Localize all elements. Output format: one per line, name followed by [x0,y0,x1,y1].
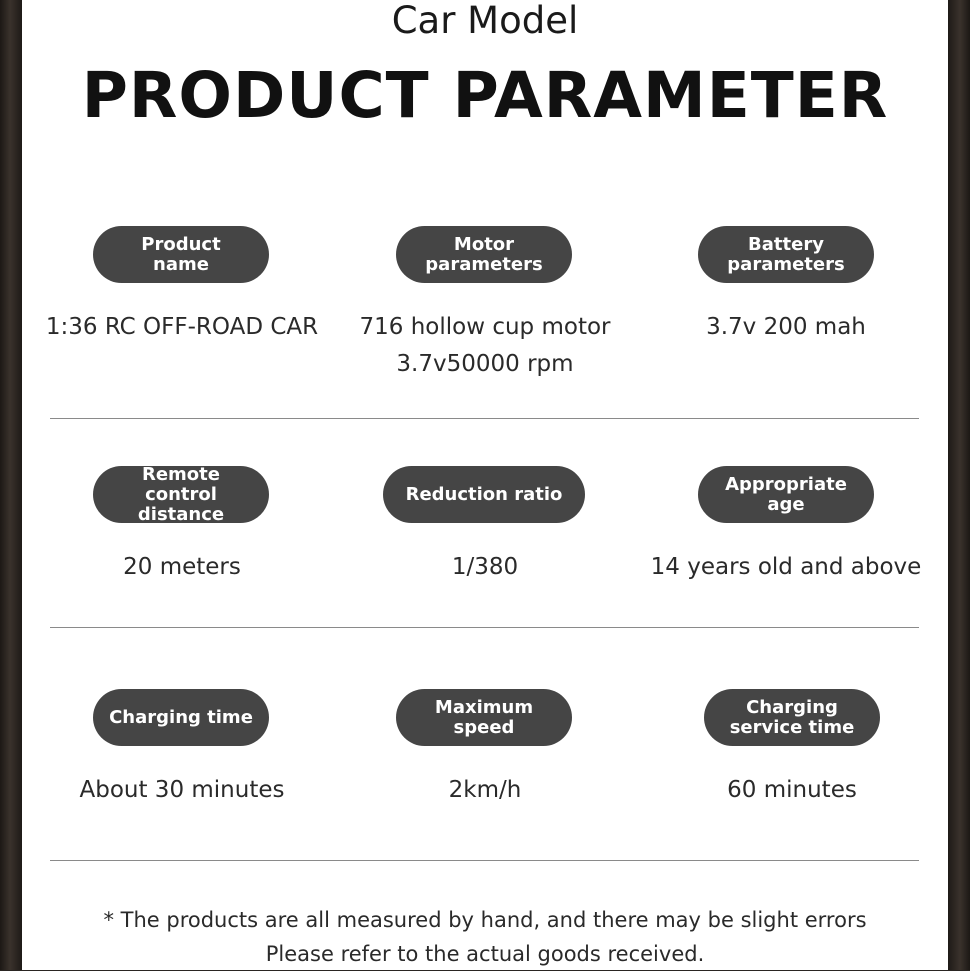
param-label-line: Remote control [141,463,220,505]
param-label-pill [396,689,572,746]
param-label-line: parameters [727,253,845,275]
page-subtitle: Car Model [391,0,579,42]
page-title: PRODUCT PARAMETER [81,59,889,132]
param-label-line: name [153,253,209,275]
param-value: 3.7v 200 mah [706,314,866,340]
param-label-pill [93,689,269,746]
footnote-line-2: Please refer to the actual goods received. [265,942,705,966]
param-label-line: Motor [453,233,515,255]
param-label-line: parameters [425,253,543,275]
param-value: 60 minutes [727,777,857,803]
param-appropriate-age [636,466,936,596]
param-label-pill [396,226,572,283]
param-value: 20 meters [123,554,241,580]
param-reduction-ratio [335,466,635,596]
param-label-pill [383,466,585,523]
param-value: 1/380 [451,554,519,580]
param-remote-distance [32,463,332,596]
param-value-line2: 3.7v50000 rpm [396,351,574,377]
param-value: 14 years old and above [650,554,922,580]
param-label-pill [704,689,880,746]
param-charging-service-time [642,689,942,819]
param-label-line: Reduction ratio [405,483,563,505]
param-value: About 30 minutes [79,777,285,803]
param-label-line: Battery [748,233,824,255]
param-label-line: Appropriate age [725,473,847,515]
param-label-line: Maximum speed [434,696,534,738]
row-divider [50,418,919,419]
row-divider [50,860,919,861]
param-value: 716 hollow cup motor [359,314,611,340]
param-maximum-speed [335,689,635,819]
param-label-pill [93,226,269,283]
param-label-line: distance [137,503,225,525]
param-label-line: Product [141,233,221,255]
param-label-pill [698,466,874,523]
param-label-pill [698,226,874,283]
param-value: 1:36 RC OFF-ROAD CAR [45,314,319,340]
param-label-pill [93,463,269,525]
param-charging-time [32,689,332,819]
param-value: 2km/h [448,777,522,803]
footnote-line-1: * The products are all measured by hand, and there may be slight errors [103,908,867,932]
param-label-line: service time [729,716,855,738]
param-label-line: Charging time [109,706,253,728]
param-label-line: Charging [746,696,838,718]
param-product-name [32,226,332,386]
param-motor [335,226,635,386]
row-divider [50,627,919,628]
parameter-sheet [22,0,948,970]
param-battery [636,226,936,386]
